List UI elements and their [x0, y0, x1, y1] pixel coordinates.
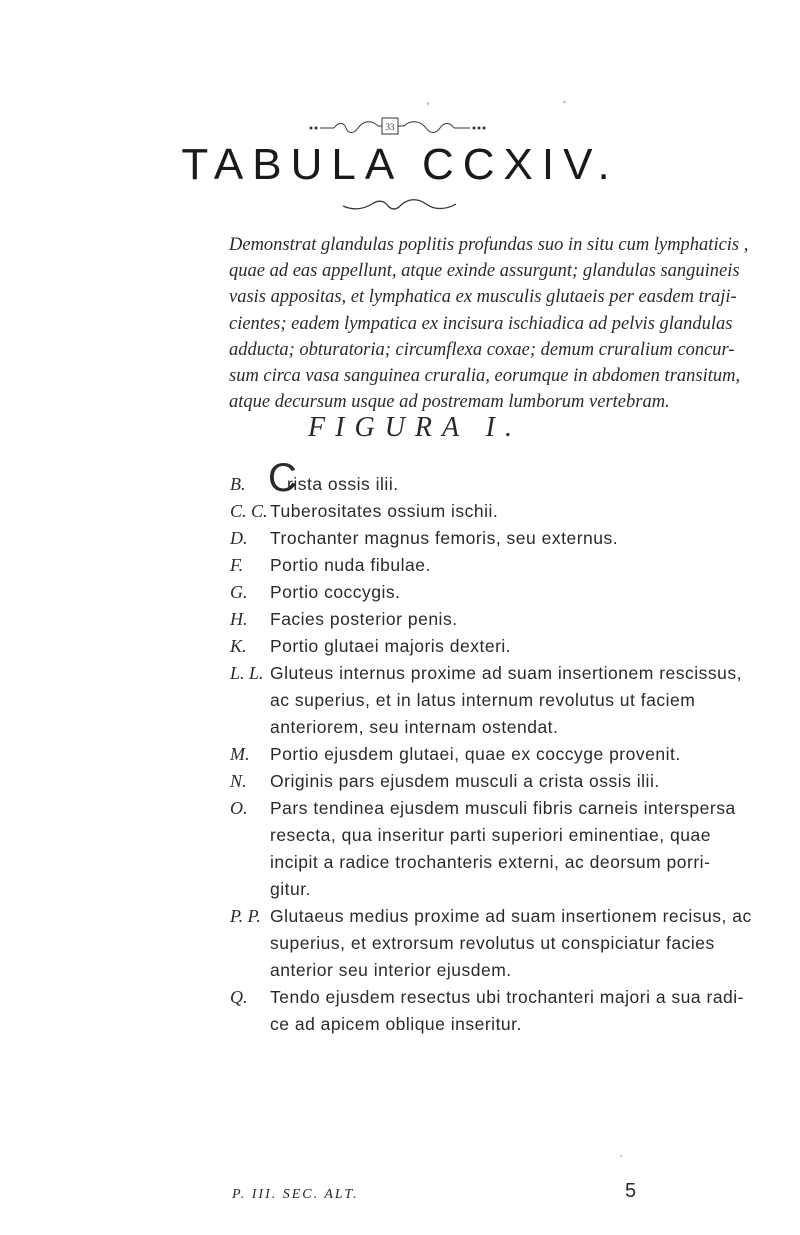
legend-entry: [230, 633, 790, 660]
intro-line: Demonstrat glandulas poplitis profundas suo in situ cum lymphaticis ,: [229, 235, 749, 255]
legend-entry: [230, 579, 790, 606]
intro-line: sum circa vasa sanguinea cruralia, eorumque in abdomen transitum,: [229, 366, 741, 387]
legend-entry: [230, 795, 790, 903]
legend-key: K.: [230, 636, 247, 656]
legend-key: Q.: [230, 987, 248, 1007]
figure-legend: [230, 456, 790, 1038]
legend-text: Portio glutaei majoris dexteri.: [270, 636, 512, 656]
legend-text: Portio coccygis.: [270, 582, 401, 602]
legend-text: Portio ejusdem glutaei, quae ex coccyge provenit.: [270, 744, 681, 764]
legend-key: G.: [230, 582, 248, 602]
legend-text: Trochanter magnus femoris, seu externus.: [270, 528, 619, 548]
legend-key: O.: [230, 798, 248, 818]
legend-key: P. P.: [230, 906, 261, 926]
legend-key: H.: [230, 609, 248, 629]
legend-text: Portio nuda fibulae.: [270, 555, 431, 575]
signature-number: 5: [625, 1180, 637, 1202]
paper-speck: [563, 101, 566, 103]
legend-entry: [230, 768, 790, 795]
legend-entry: [230, 660, 790, 741]
header-ornament: [0, 114, 800, 136]
legend-key: N.: [230, 771, 247, 791]
legend-text: Gluteus internus proxime ad suam insertionem rescissus, ac superius, et in latus internum revolutus ut faciem anteriorem, seu internam ostendat.: [270, 663, 742, 737]
legend-key: M.: [230, 744, 250, 764]
page-title: TABULA CCXIV.: [181, 140, 619, 189]
intro-line: cientes; eadem lympatica ex incisura ischiadica ad pelvis glandulas: [229, 313, 733, 334]
legend-key: D.: [230, 528, 248, 548]
legend-entry: [230, 456, 790, 500]
legend-text: Pars tendinea ejusdem musculi fibris carneis interspersa resecta, qua inseritur parti superiori eminentiae, quae incipit a radice trochanteris externi, ac deorsum porri- gitur.: [270, 798, 736, 899]
legend-entry: [230, 741, 790, 768]
legend-entry: [230, 552, 790, 579]
legend-text: Facies posterior penis.: [270, 609, 458, 629]
legend-key: F.: [230, 555, 244, 575]
figure-heading: FIGURA I.: [308, 412, 522, 443]
legend-entry: [230, 903, 790, 984]
legend-entry: [230, 498, 790, 525]
legend-key: B.: [230, 474, 246, 494]
legend-text: Originis pars ejusdem musculi a crista ossis ilii.: [270, 771, 660, 791]
intro-paragraph: [229, 232, 774, 415]
legend-entry: [230, 606, 790, 633]
signature-mark: P. III. SEC. ALT.: [232, 1187, 359, 1202]
paper-speck: [620, 1155, 622, 1157]
intro-line: atque decursum usque ad postremam lumborum vertebram.: [229, 392, 670, 413]
drop-cap: C: [268, 456, 298, 500]
plate-number: 33: [385, 122, 395, 132]
paper-speck: [427, 102, 429, 105]
legend-entry: [230, 984, 790, 1038]
title-underline-ornament: [0, 196, 800, 214]
legend-key: C. C.: [230, 501, 268, 521]
intro-line: vasis appositas, et lymphatica ex musculis glutaeis per easdem traji-: [229, 287, 737, 308]
legend-text: Tuberositates ossium ischii.: [270, 501, 499, 521]
intro-line: adducta; obturatoria; circumflexa coxae; demum cruralium concur-: [229, 339, 735, 360]
legend-text: rista ossis ilii.: [287, 474, 399, 494]
legend-key: L. L.: [230, 663, 264, 683]
legend-entry: [230, 525, 790, 552]
legend-text: Tendo ejusdem resectus ubi trochanteri majori a sua radi- ce ad apicem oblique inseritur.: [270, 987, 744, 1034]
intro-line: quae ad eas appellunt, atque exinde assurgunt; glandulas sanguineis: [229, 261, 740, 282]
legend-text: Glutaeus medius proxime ad suam insertionem recisus, ac superius, et extrorsum revolutus ut conspiciatur facies anterior seu interior ejusdem.: [270, 906, 752, 980]
